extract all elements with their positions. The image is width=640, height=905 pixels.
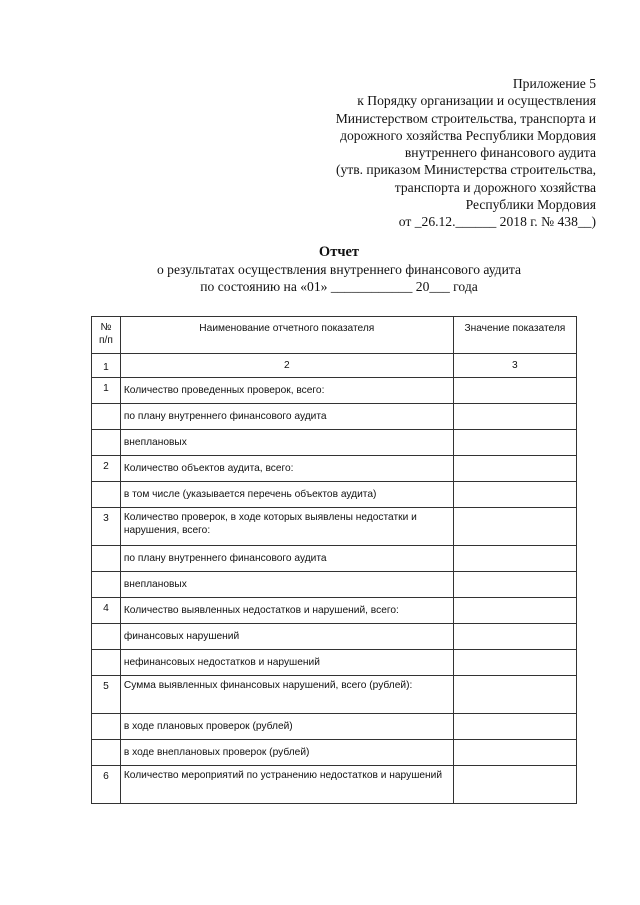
header-value: Значение показателя xyxy=(453,317,576,354)
table-row xyxy=(92,430,577,456)
table-row xyxy=(92,456,577,482)
appendix-line: внутреннего финансового аудита xyxy=(404,145,596,161)
row-name: в ходе внеплановых проверок (рублей) xyxy=(120,740,453,766)
table-row xyxy=(92,766,577,804)
row-value-cell[interactable] xyxy=(453,378,576,404)
row-num xyxy=(92,430,121,456)
table-row xyxy=(92,740,577,766)
header-name: Наименование отчетного показателя xyxy=(120,317,453,354)
row-num: 4 xyxy=(92,598,121,624)
report-title: Отчет xyxy=(318,244,360,260)
row-num xyxy=(92,714,121,740)
row-value-cell[interactable] xyxy=(453,624,576,650)
table-row xyxy=(92,676,577,714)
row-name: внеплановых xyxy=(120,430,453,456)
row-value-cell[interactable] xyxy=(453,508,576,546)
appendix-line: (утв. приказом Министерства строительства, xyxy=(335,162,596,178)
appendix-header xyxy=(266,75,596,231)
row-name: Количество объектов аудита, всего: xyxy=(120,456,453,482)
row-value-cell[interactable] xyxy=(453,456,576,482)
row-name: в ходе плановых проверок (рублей) xyxy=(120,714,453,740)
table-header-row xyxy=(92,317,577,354)
table-row xyxy=(92,650,577,676)
row-name: внеплановых xyxy=(120,572,453,598)
appendix-line: транспорта и дорожного хозяйства xyxy=(394,179,596,195)
row-num: 5 xyxy=(92,676,121,714)
row-value-cell[interactable] xyxy=(453,430,576,456)
appendix-line: Республики Мордовия xyxy=(465,197,596,213)
row-name: нефинансовых недостатков и нарушений xyxy=(120,650,453,676)
row-name: Количество проверок, в ходе которых выявлены недостатки и нарушения, всего: xyxy=(120,508,453,546)
row-name: Сумма выявленных финансовых нарушений, всего (рублей): xyxy=(120,676,453,714)
row-value-cell[interactable] xyxy=(453,650,576,676)
row-value-cell[interactable] xyxy=(453,572,576,598)
row-value-cell[interactable] xyxy=(453,676,576,714)
table-row xyxy=(92,378,577,404)
row-num: 2 xyxy=(92,456,121,482)
table-row xyxy=(92,714,577,740)
row-name: по плану внутреннего финансового аудита xyxy=(120,404,453,430)
appendix-line: от _26.12.______ 2018 г. № 438__) xyxy=(398,214,596,230)
row-num xyxy=(92,482,121,508)
row-value-cell[interactable] xyxy=(453,598,576,624)
table-index-row xyxy=(92,354,577,378)
table-row xyxy=(92,572,577,598)
appendix-line: Министерством строительства, транспорта и xyxy=(335,110,596,126)
table-row xyxy=(92,598,577,624)
index-value: 3 xyxy=(453,354,576,378)
appendix-line: Приложение 5 xyxy=(512,76,596,91)
row-num xyxy=(92,624,121,650)
table-row xyxy=(92,624,577,650)
index-num: 1 xyxy=(92,354,121,378)
report-date-line: по состоянию на «01» ____________ 20___ года xyxy=(200,279,478,294)
row-num xyxy=(92,404,121,430)
row-value-cell[interactable] xyxy=(453,714,576,740)
row-name: Количество выявленных недостатков и нарушений, всего: xyxy=(120,598,453,624)
row-num xyxy=(92,650,121,676)
row-num xyxy=(92,740,121,766)
report-table xyxy=(91,316,577,804)
row-num xyxy=(92,572,121,598)
appendix-line: дорожного хозяйства Республики Мордовия xyxy=(340,127,596,143)
row-name: Количество мероприятий по устранению недостатков и нарушений xyxy=(120,766,453,804)
row-name: по плану внутреннего финансового аудита xyxy=(120,546,453,572)
report-subtitle: о результатах осуществления внутреннего финансового аудита xyxy=(156,262,522,277)
row-value-cell[interactable] xyxy=(453,482,576,508)
row-name: в том числе (указывается перечень объектов аудита) xyxy=(120,482,453,508)
row-num: 1 xyxy=(92,378,121,404)
appendix-line: к Порядку организации и осуществления xyxy=(357,93,596,109)
row-num xyxy=(92,546,121,572)
table-row xyxy=(92,546,577,572)
table-row xyxy=(92,508,577,546)
row-value-cell[interactable] xyxy=(453,404,576,430)
table-row xyxy=(92,482,577,508)
table-row xyxy=(92,404,577,430)
report-title-block xyxy=(0,244,640,295)
row-num: 3 xyxy=(92,508,121,546)
row-num: 6 xyxy=(92,766,121,804)
row-value-cell[interactable] xyxy=(453,546,576,572)
index-name: 2 xyxy=(120,354,453,378)
row-name: финансовых нарушений xyxy=(120,624,453,650)
row-value-cell[interactable] xyxy=(453,740,576,766)
row-value-cell[interactable] xyxy=(453,766,576,804)
header-num: № п/п xyxy=(92,317,121,354)
row-name: Количество проведенных проверок, всего: xyxy=(120,378,453,404)
